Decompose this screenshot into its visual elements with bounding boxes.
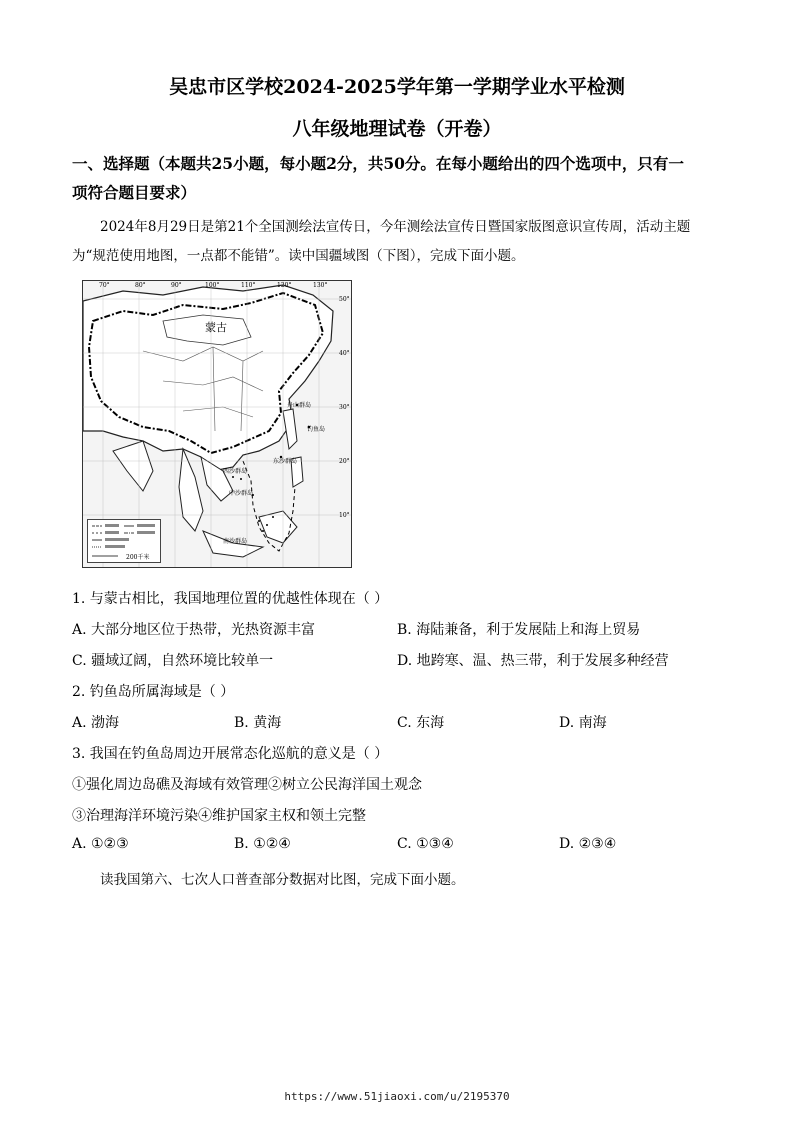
lat-label: 50° xyxy=(339,296,350,303)
question-2-option-c[interactable]: C. 东海 xyxy=(397,715,445,731)
question-2-option-a[interactable]: A. 渤海 xyxy=(72,715,120,731)
question-3-option-d[interactable]: D. ②③④ xyxy=(559,836,617,852)
lon-label: 70° xyxy=(99,282,110,289)
china-territory-map xyxy=(82,280,352,568)
lon-label: 130° xyxy=(313,282,328,289)
question-3-option-a[interactable]: A. ①②③ xyxy=(72,836,129,852)
question-1-option-c[interactable]: C. 疆域辽阔，自然环境比较单一 xyxy=(72,653,274,669)
question-1-option-b[interactable]: B. 海陆兼备，利于发展陆上和海上贸易 xyxy=(397,622,641,638)
question-1-option-d[interactable]: D. 地跨寒、温、热三带，利于发展多种经营 xyxy=(397,653,669,669)
intro-line2: 为“规范使用地图，一点都不能错”。读中国疆域图（下图），完成下面小题。 xyxy=(72,248,525,264)
question-3-option-c[interactable]: C. ①③④ xyxy=(397,836,454,852)
question-2-stem: 2. 钓鱼岛所属海域是（ ） xyxy=(72,684,235,700)
label-dongsha: 东沙群岛 xyxy=(273,458,298,465)
question-1-stem: 1. 与蒙古相比，我国地理位置的优越性体现在（ ） xyxy=(72,591,389,607)
label-zhoushan: 舟山群岛 xyxy=(287,402,312,409)
intro-line1: 2024年8月29日是第21个全国测绘法宣传日，今年测绘法宣传日暨国家版图意识宣传周，活动主题 xyxy=(100,219,691,235)
question-3-stem: 3. 我国在钓鱼岛周边开展常态化巡航的意义是（ ） xyxy=(72,746,389,762)
label-mongolia: 蒙古 xyxy=(205,321,227,334)
label-diaoyu: 钓鱼岛 xyxy=(307,426,326,433)
page-subtitle: 八年级地理试卷（开卷） xyxy=(292,118,502,140)
section-heading-line2: 项符合题目要求） xyxy=(72,183,197,202)
section-heading-line1: 一、选择题（本题共25小题，每小题2分，共50分。在每小题给出的四个选项中，只有一 xyxy=(72,154,684,173)
map-scale-label: 200千米 xyxy=(126,554,150,561)
question-3-statements-1: ①强化周边岛礁及海域有效管理②树立公民海洋国土观念 xyxy=(72,777,422,793)
map-legend xyxy=(87,519,161,563)
lon-label: 100° xyxy=(205,282,220,289)
page-title: 吴忠市区学校2024-2025学年第一学期学业水平检测 xyxy=(169,76,625,98)
question-2-option-b[interactable]: B. 黄海 xyxy=(234,715,282,731)
outro-text: 读我国第六、七次人口普查部分数据对比图，完成下面小题。 xyxy=(100,872,465,888)
question-3-option-b[interactable]: B. ①②④ xyxy=(234,836,291,852)
lat-label: 40° xyxy=(339,350,350,357)
question-3-statements-2: ③治理海洋环境污染④维护国家主权和领土完整 xyxy=(72,808,366,824)
label-zhongsha: 中沙群岛 xyxy=(229,490,254,497)
lon-label: 120° xyxy=(277,282,292,289)
lat-label: 20° xyxy=(339,458,350,465)
lat-label: 30° xyxy=(339,404,350,411)
footer-url[interactable]: https://www.51jiaoxi.com/u/2195370 xyxy=(284,1090,510,1103)
lon-label: 110° xyxy=(241,282,256,289)
label-nansha: 南沙群岛 xyxy=(223,538,248,545)
lon-label: 80° xyxy=(135,282,146,289)
label-xisha: 西沙群岛 xyxy=(223,468,248,475)
lat-label: 10° xyxy=(339,512,350,519)
question-1-option-a[interactable]: A. 大部分地区位于热带，光热资源丰富 xyxy=(72,622,316,638)
question-2-option-d[interactable]: D. 南海 xyxy=(559,715,607,731)
lon-label: 90° xyxy=(171,282,182,289)
